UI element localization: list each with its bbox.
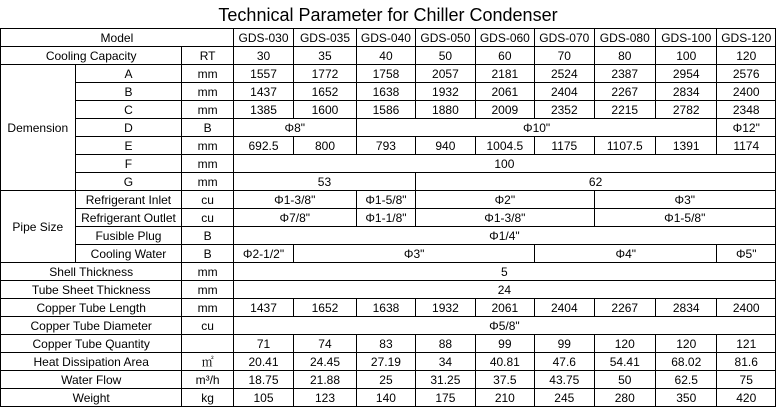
value-cell: 62.5 bbox=[656, 371, 717, 389]
value-cell: 2954 bbox=[656, 65, 717, 83]
row-label: Copper Tube Quantity bbox=[1, 335, 182, 353]
value-cell: Φ3" bbox=[594, 191, 775, 209]
value-cell: 2404 bbox=[535, 299, 594, 317]
copper-tube-length-row bbox=[1, 299, 776, 317]
unit-cell: ㎡ bbox=[182, 353, 233, 371]
row-label: Heat Dissipation Area bbox=[1, 353, 182, 371]
value-cell: 2782 bbox=[656, 101, 717, 119]
value-cell: 2181 bbox=[475, 65, 534, 83]
value-cell: 2834 bbox=[656, 299, 717, 317]
row-label: E bbox=[75, 137, 182, 155]
value-cell: Φ3" bbox=[294, 245, 535, 263]
value-cell: Φ2" bbox=[416, 191, 594, 209]
value-cell: 99 bbox=[475, 335, 534, 353]
value-cell: 70 bbox=[535, 47, 594, 65]
value-cell: Φ8" bbox=[233, 119, 356, 137]
value-cell: 40.81 bbox=[475, 353, 534, 371]
value-cell: 43.75 bbox=[535, 371, 594, 389]
value-cell: 99 bbox=[535, 335, 594, 353]
unit-cell: mm bbox=[182, 65, 233, 83]
value-cell: 121 bbox=[717, 335, 776, 353]
dimension-group-label: Demension bbox=[1, 65, 76, 191]
fusible-plug-row bbox=[1, 227, 776, 245]
value-cell: 83 bbox=[356, 335, 415, 353]
model-cell: GDS-040 bbox=[356, 29, 415, 47]
row-label: A bbox=[75, 65, 182, 83]
unit-cell: B bbox=[182, 245, 233, 263]
value-cell: 53 bbox=[233, 173, 415, 191]
cooling-capacity-row bbox=[1, 47, 776, 65]
value-cell: 80 bbox=[594, 47, 655, 65]
value-cell: Φ10" bbox=[356, 119, 717, 137]
value-cell: 940 bbox=[416, 137, 475, 155]
row-label: Tube Sheet Thickness bbox=[1, 281, 182, 299]
value-cell: 2057 bbox=[416, 65, 475, 83]
value-cell: 1586 bbox=[356, 101, 415, 119]
value-cell: 175 bbox=[416, 389, 475, 407]
value-cell: 2061 bbox=[475, 83, 534, 101]
value-cell: 692.5 bbox=[233, 137, 293, 155]
value-cell: 1175 bbox=[535, 137, 594, 155]
refrigerant-outlet-row bbox=[1, 209, 776, 227]
value-cell: 1932 bbox=[416, 83, 475, 101]
value-cell: 210 bbox=[475, 389, 534, 407]
dimension-d-row bbox=[1, 119, 776, 137]
cooling-water-row bbox=[1, 245, 776, 263]
value-cell: 50 bbox=[416, 47, 475, 65]
value-cell: 68.02 bbox=[656, 353, 717, 371]
row-label: Fusible Plug bbox=[75, 227, 182, 245]
value-cell: Φ2-1/2" bbox=[233, 245, 293, 263]
dimension-g-row bbox=[1, 173, 776, 191]
model-cell: GDS-100 bbox=[656, 29, 717, 47]
value-cell: 2834 bbox=[656, 83, 717, 101]
unit-cell: mm bbox=[182, 83, 233, 101]
value-cell: Φ1/4" bbox=[233, 227, 775, 245]
row-label: B bbox=[75, 83, 182, 101]
value-cell: Φ1-3/8" bbox=[416, 209, 594, 227]
value-cell: 1652 bbox=[294, 83, 356, 101]
unit-cell: mm bbox=[182, 137, 233, 155]
value-cell: 1600 bbox=[294, 101, 356, 119]
page-title: Technical Parameter for Chiller Condenser bbox=[218, 5, 558, 25]
model-cell: GDS-050 bbox=[416, 29, 475, 47]
row-label: Refrigerant Outlet bbox=[75, 209, 182, 227]
value-cell: 350 bbox=[656, 389, 717, 407]
unit-cell: mm bbox=[182, 299, 233, 317]
value-cell: 123 bbox=[294, 389, 356, 407]
unit-cell: mm bbox=[182, 155, 233, 173]
value-cell: 1932 bbox=[416, 299, 475, 317]
value-cell: Φ1-1/8" bbox=[356, 209, 415, 227]
unit-cell: B bbox=[182, 119, 233, 137]
model-cell: GDS-035 bbox=[294, 29, 356, 47]
model-label: Model bbox=[1, 29, 234, 47]
value-cell: 60 bbox=[475, 47, 534, 65]
model-cell: GDS-060 bbox=[475, 29, 534, 47]
pipe-size-group-label: Pipe Size bbox=[1, 191, 76, 263]
value-cell: 2061 bbox=[475, 299, 534, 317]
unit-cell: cu bbox=[182, 209, 233, 227]
value-cell: 24 bbox=[233, 281, 775, 299]
value-cell: 800 bbox=[294, 137, 356, 155]
value-cell: 1004.5 bbox=[475, 137, 534, 155]
value-cell: 120 bbox=[717, 47, 776, 65]
value-cell: 2524 bbox=[535, 65, 594, 83]
value-cell: 793 bbox=[356, 137, 415, 155]
unit-cell: RT bbox=[182, 47, 233, 65]
value-cell: 1880 bbox=[416, 101, 475, 119]
unit-cell: mm bbox=[182, 281, 233, 299]
value-cell: 18.75 bbox=[233, 371, 293, 389]
dimension-a-row bbox=[1, 65, 776, 83]
value-cell: 120 bbox=[656, 335, 717, 353]
unit-cell: mm bbox=[182, 263, 233, 281]
value-cell: 140 bbox=[356, 389, 415, 407]
value-cell: 2267 bbox=[594, 83, 655, 101]
value-cell: 31.25 bbox=[416, 371, 475, 389]
value-cell: 35 bbox=[294, 47, 356, 65]
value-cell: 2352 bbox=[535, 101, 594, 119]
value-cell: 2400 bbox=[717, 83, 776, 101]
dimension-f-row bbox=[1, 155, 776, 173]
row-label: Copper Tube Diameter bbox=[1, 317, 182, 335]
row-label: Refrigerant Inlet bbox=[75, 191, 182, 209]
tube-sheet-thickness-row bbox=[1, 281, 776, 299]
value-cell: Φ1-5/8" bbox=[594, 209, 775, 227]
unit-cell: m³/h bbox=[182, 371, 233, 389]
dimension-e-row bbox=[1, 137, 776, 155]
unit-cell: B bbox=[182, 227, 233, 245]
value-cell: Φ5" bbox=[717, 245, 776, 263]
value-cell: Φ5/8" bbox=[233, 317, 775, 335]
dimension-b-row bbox=[1, 83, 776, 101]
row-label: Cooling Capacity bbox=[1, 47, 182, 65]
row-label: Weight bbox=[1, 389, 182, 407]
row-label: G bbox=[75, 173, 182, 191]
value-cell: 47.6 bbox=[535, 353, 594, 371]
unit-cell: mm bbox=[182, 101, 233, 119]
model-cell: GDS-120 bbox=[717, 29, 776, 47]
value-cell: 1638 bbox=[356, 299, 415, 317]
unit-cell: cu bbox=[182, 317, 233, 335]
value-cell: 100 bbox=[233, 155, 775, 173]
value-cell: 20.41 bbox=[233, 353, 293, 371]
value-cell: 100 bbox=[656, 47, 717, 65]
shell-thickness-row bbox=[1, 263, 776, 281]
value-cell: 71 bbox=[233, 335, 293, 353]
unit-cell: cu bbox=[182, 191, 233, 209]
value-cell: 2267 bbox=[594, 299, 655, 317]
value-cell: 2215 bbox=[594, 101, 655, 119]
model-cell: GDS-080 bbox=[594, 29, 655, 47]
value-cell: 25 bbox=[356, 371, 415, 389]
dimension-c-row bbox=[1, 101, 776, 119]
value-cell: Φ7/8" bbox=[233, 209, 356, 227]
value-cell: 1385 bbox=[233, 101, 293, 119]
row-label: F bbox=[75, 155, 182, 173]
value-cell: 2387 bbox=[594, 65, 655, 83]
value-cell: 1758 bbox=[356, 65, 415, 83]
copper-tube-diameter-row bbox=[1, 317, 776, 335]
value-cell: 74 bbox=[294, 335, 356, 353]
weight-row bbox=[1, 389, 776, 407]
value-cell: Φ1-5/8" bbox=[356, 191, 415, 209]
value-cell: Φ4" bbox=[535, 245, 717, 263]
value-cell: 62 bbox=[416, 173, 776, 191]
value-cell: 34 bbox=[416, 353, 475, 371]
value-cell: 1557 bbox=[233, 65, 293, 83]
row-label: Shell Thickness bbox=[1, 263, 182, 281]
row-label: C bbox=[75, 101, 182, 119]
value-cell: 24.45 bbox=[294, 353, 356, 371]
refrigerant-inlet-row bbox=[1, 191, 776, 209]
value-cell: 1638 bbox=[356, 83, 415, 101]
value-cell: 105 bbox=[233, 389, 293, 407]
value-cell: 1772 bbox=[294, 65, 356, 83]
value-cell: 1391 bbox=[656, 137, 717, 155]
value-cell: 2576 bbox=[717, 65, 776, 83]
value-cell: Φ1-3/8" bbox=[233, 191, 356, 209]
value-cell: 245 bbox=[535, 389, 594, 407]
value-cell: 280 bbox=[594, 389, 655, 407]
value-cell: 2009 bbox=[475, 101, 534, 119]
value-cell: 50 bbox=[594, 371, 655, 389]
copper-tube-quantity-row bbox=[1, 335, 776, 353]
value-cell: 54.41 bbox=[594, 353, 655, 371]
value-cell: 37.5 bbox=[475, 371, 534, 389]
value-cell: 5 bbox=[233, 263, 775, 281]
value-cell: 21.88 bbox=[294, 371, 356, 389]
value-cell: 1174 bbox=[717, 137, 776, 155]
model-cell: GDS-070 bbox=[535, 29, 594, 47]
value-cell: 2400 bbox=[717, 299, 776, 317]
value-cell: 81.6 bbox=[717, 353, 776, 371]
row-label: Cooling Water bbox=[75, 245, 182, 263]
value-cell: 2348 bbox=[717, 101, 776, 119]
unit-cell: kg bbox=[182, 389, 233, 407]
row-label: D bbox=[75, 119, 182, 137]
header-row bbox=[1, 29, 776, 47]
value-cell: 30 bbox=[233, 47, 293, 65]
value-cell: 2404 bbox=[535, 83, 594, 101]
value-cell: 420 bbox=[717, 389, 776, 407]
value-cell: 88 bbox=[416, 335, 475, 353]
water-flow-row bbox=[1, 371, 776, 389]
value-cell: 120 bbox=[594, 335, 655, 353]
value-cell: 1437 bbox=[233, 299, 293, 317]
row-label: Copper Tube Length bbox=[1, 299, 182, 317]
value-cell: 1107.5 bbox=[594, 137, 655, 155]
value-cell: 27.19 bbox=[356, 353, 415, 371]
row-label: Water Flow bbox=[1, 371, 182, 389]
value-cell: 75 bbox=[717, 371, 776, 389]
value-cell: 40 bbox=[356, 47, 415, 65]
heat-dissipation-area-row bbox=[1, 353, 776, 371]
unit-cell: mm bbox=[182, 173, 233, 191]
unit-cell bbox=[182, 335, 233, 353]
value-cell: 1652 bbox=[294, 299, 356, 317]
model-cell: GDS-030 bbox=[233, 29, 293, 47]
value-cell: Φ12" bbox=[717, 119, 776, 137]
value-cell: 1437 bbox=[233, 83, 293, 101]
parameter-table bbox=[0, 28, 776, 407]
